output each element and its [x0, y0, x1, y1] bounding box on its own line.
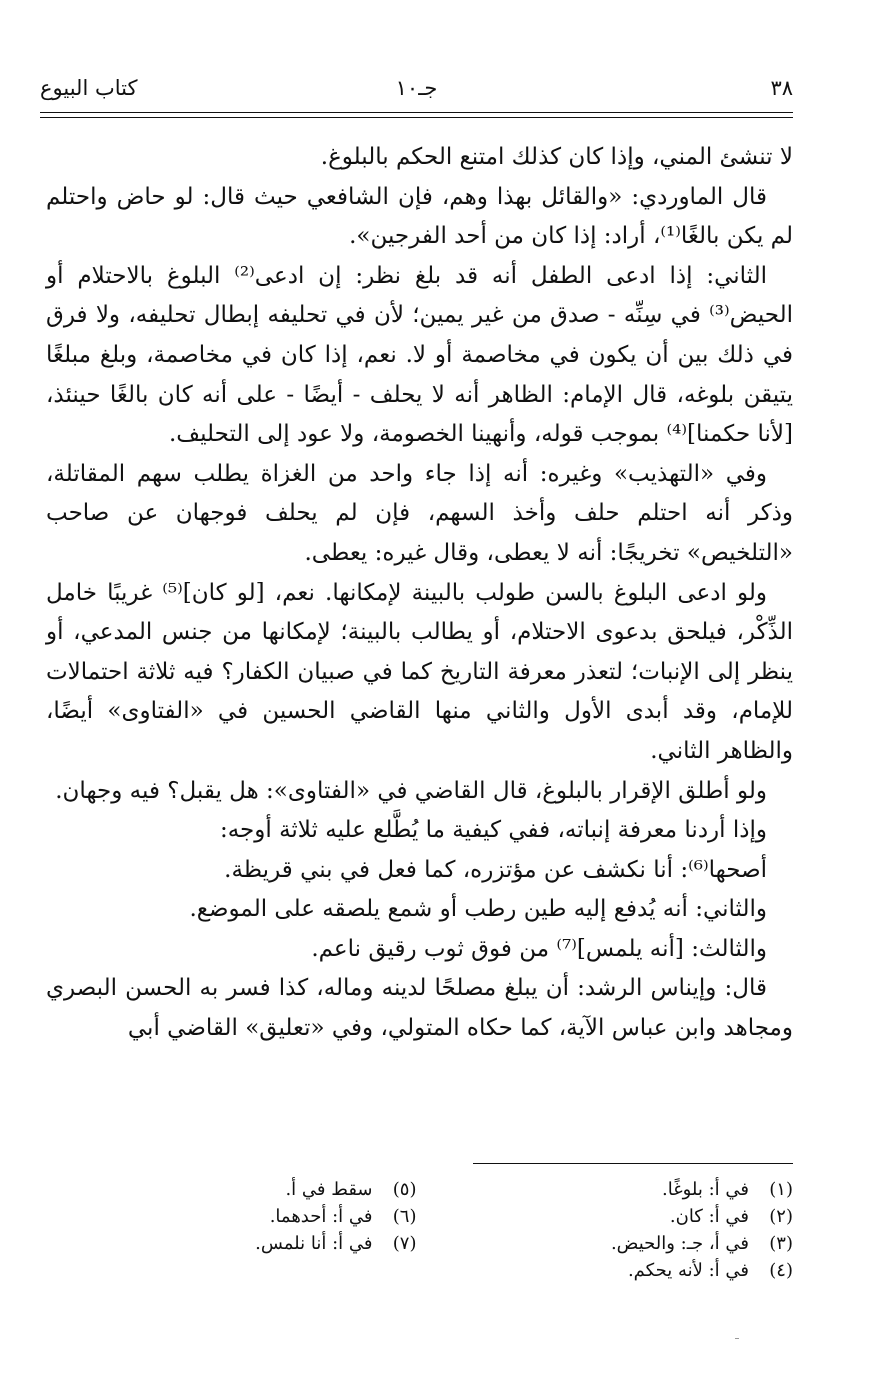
footnote-text: في أ: أحدهما.	[269, 1206, 373, 1227]
footnote-text: في أ: بلوغًا.	[661, 1179, 749, 1200]
paragraph: قال: وإيناس الرشد: أن يبلغ مصلحًا لدينه وماله، كذا فسر به الحسن البصري ومجاهد وابن عباس الآية، كما حكاه المتولي، وفي «تعليق» القاضي أبي	[46, 975, 793, 1042]
book-title: كتاب البيوع	[40, 76, 138, 100]
footnote-text: في أ: كان.	[669, 1206, 749, 1227]
paragraph: الثاني: إذا ادعى الطفل أنه قد بلغ نظر: إن ادعى⁽²⁾ البلوغ بالاحتلام أو الحيض⁽³⁾ في سِنِّه - صدق من غير يمين؛ لأن في تحليفه إبطال تحليفه، ولا فرق في ذلك بين أن يكون في مخاصمة أو لا. نعم، إذا كان في مخاصمة، وبلغ مبلغًا يتيقن بلوغه، قال الإمام: الظاهر أنه لا يحلف - أيضًا - على أنه كان بالغًا حينئذ، [لأنا حكمنا]⁽⁴⁾ بموجب قوله، وأنهينا الخصومة، ولا عود إلى التحليف.	[46, 262, 794, 448]
paragraph: أصحها⁽⁶⁾: أنا نكشف عن مؤتزره، كما فعل في بني قريظة.	[224, 856, 767, 883]
footnote-number: (٤)	[769, 1260, 793, 1281]
scan-speck	[735, 1338, 739, 1339]
header-rule-bottom	[40, 117, 793, 118]
footnote	[40, 1203, 417, 1230]
footnote-number: (٦)	[392, 1206, 417, 1227]
footnote-text: سقط في أ.	[285, 1179, 373, 1200]
footnote	[40, 1230, 417, 1257]
footnote	[417, 1203, 794, 1230]
footnotes-right-column	[417, 1176, 794, 1284]
volume-label: جـ١٠	[395, 76, 438, 100]
footnote-number: (٧)	[392, 1233, 417, 1254]
footnote	[417, 1257, 794, 1284]
footnotes-left-column	[40, 1176, 417, 1284]
paragraph: والثالث: [أنه يلمس]⁽⁷⁾ من فوق ثوب رقيق ناعم.	[311, 935, 767, 962]
paragraph: ولو ادعى البلوغ بالسن طولب بالبينة لإمكانها. نعم، [لو كان]⁽⁵⁾ غريبًا خامل الذِّكْر، فيلحق بدعوى الاحتلام، أو يطالب بالبينة؛ لإمكانها من جنس المدعي، أو ينظر إلى الإنبات؛ لتعذر معرفة التاريخ كما في صبيان الكفار؟ فيه ثلاثة احتمالات للإمام، وقد أبدى الأول والثاني منها القاضي الحسين في «الفتاوى» أيضًا، والظاهر الثاني.	[46, 579, 793, 764]
paragraph: لا تنشئ المني، وإذا كان كذلك امتنع الحكم بالبلوغ.	[320, 144, 793, 170]
page-number: ٣٨	[770, 76, 793, 100]
header-rule-top	[40, 112, 793, 113]
paragraph: وفي «التهذيب» وغيره: أنه إذا جاء واحد من الغزاة يطلب سهم المقاتلة، وذكر أنه احتلم حلف وأخذ السهم، فإن لم يحلف فوجهان عن صاحب «التلخيص» تخريجًا: أنه لا يعطى، وقال غيره: يعطى.	[46, 460, 793, 566]
footnote	[40, 1176, 417, 1203]
footnote-text: في أ، جـ: والحيض.	[610, 1233, 749, 1254]
footnote	[417, 1176, 794, 1203]
footnote	[417, 1230, 794, 1257]
footnote-separator	[473, 1163, 793, 1164]
footnote-text: في أ: لأنه يحكم.	[627, 1260, 749, 1281]
footnote-number: (٣)	[769, 1233, 793, 1254]
page-header	[40, 68, 793, 108]
main-text	[46, 138, 793, 1049]
footnote-number: (٢)	[769, 1206, 793, 1227]
footnote-text: في أ: أنا نلمس.	[255, 1233, 373, 1254]
footnote-number: (٥)	[392, 1179, 417, 1200]
paragraph: وإذا أردنا معرفة إنباته، ففي كيفية ما يُطَّلع عليه ثلاثة أوجه:	[219, 817, 767, 844]
footnotes	[40, 1176, 793, 1284]
paragraph: ولو أطلق الإقرار بالبلوغ، قال القاضي في «الفتاوى»: هل يقبل؟ فيه وجهان.	[55, 777, 767, 804]
footnote-number: (١)	[769, 1179, 793, 1200]
paragraph: والثاني: أنه يُدفع إليه طين رطب أو شمع يلصقه على الموضع.	[189, 896, 767, 923]
paragraph: قال الماوردي: «والقائل بهذا وهم، فإن الشافعي حيث قال: لو حاض واحتلم لم يكن بالغًا⁽¹⁾، أراد: إذا كان من أحد الفرجين».	[46, 183, 793, 250]
